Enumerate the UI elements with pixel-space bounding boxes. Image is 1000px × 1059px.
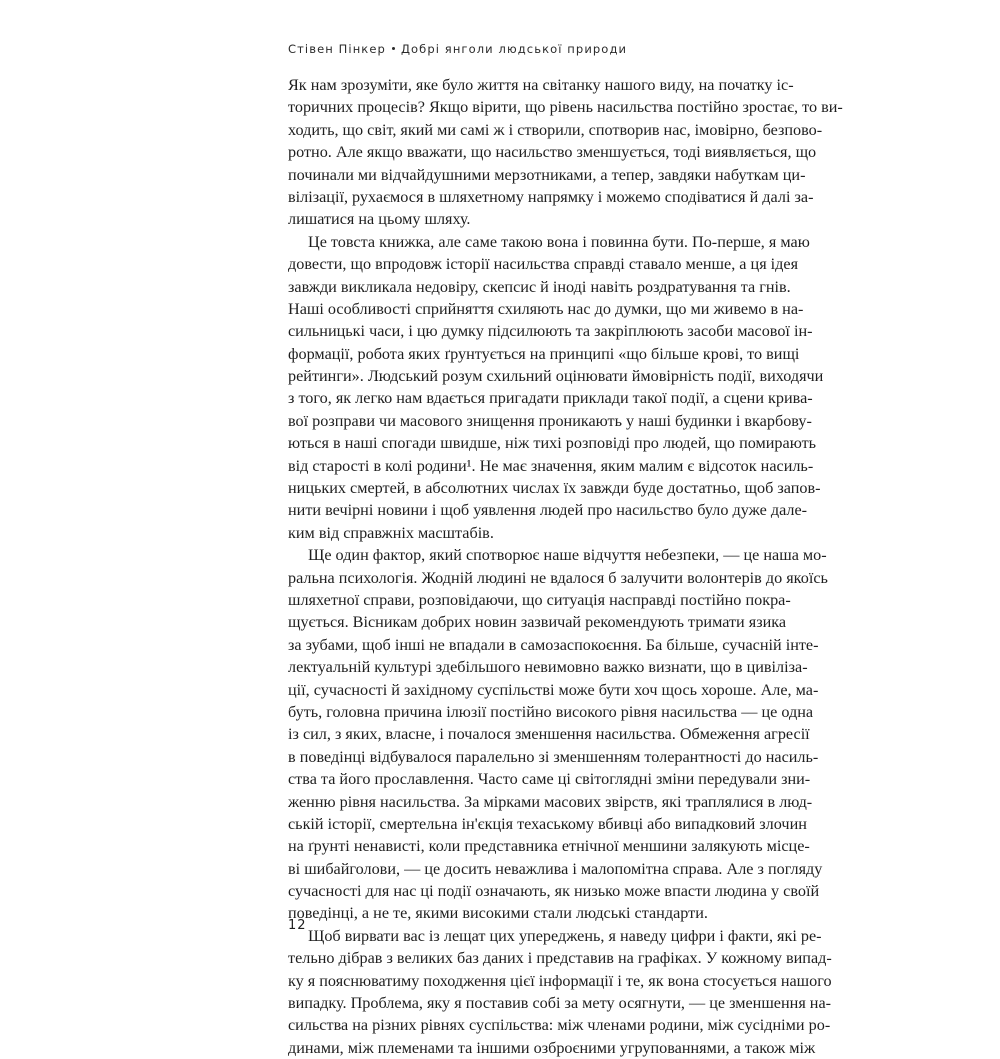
paragraph — [288, 544, 828, 925]
text-line: ства та його прославлення. Часто саме ці світоглядні зміни передували зни- — [288, 770, 811, 789]
text-line: вілізації, рухаємося в шляхетному напрямку і можемо сподіватися й далі за- — [288, 187, 814, 206]
text-line: ральна психологія. Жодній людині не вдалося б залучити волонтерів до якоїсь — [288, 568, 828, 587]
text-line: лектуальній культурі здебільшого невимовно важко визнати, що в цивіліза- — [288, 658, 808, 677]
text-line: буть, головна причина ілюзії постійно високого рівня насильства — це одна — [288, 702, 814, 721]
text-line: щується. Вісникам добрих новин зазвичай рекомендують тримати язика — [288, 613, 787, 632]
text-line: Це товста книжка, але саме такою вона і повинна бути. По-перше, я маю — [308, 232, 810, 251]
text-line: в поведінці відбувалося паралельно зі зменшенням толерантності до насиль- — [288, 747, 819, 766]
paragraph — [288, 74, 843, 231]
text-line: сучасності для нас ці події означають, як низько може впасти людина у своїй — [288, 882, 820, 901]
text-line: ві шибайголови, — це досить неважлива і малопомітна справа. Але з погляду — [288, 859, 823, 878]
text-line: на ґрунті ненависті, коли представника етнічної меншини залякують місце- — [288, 837, 810, 856]
text-line: ції, сучасності й західному суспільстві може бути хоч щось хороше. Але, ма- — [288, 680, 819, 699]
text-line: нити вечірні новини і щоб уявлення людей про насильство було дуже дале- — [288, 501, 808, 520]
paragraph — [288, 925, 832, 1059]
page-number: 12 — [288, 918, 307, 933]
text-line: від старості в колі родини¹. Не має значення, яким малим є відсоток насиль- — [288, 456, 814, 475]
running-head — [288, 42, 627, 56]
text-line: ким від справжніх масштабів. — [288, 523, 494, 542]
text-line: шляхетної справи, розповідаючи, що ситуація насправді постійно покра- — [288, 590, 791, 609]
text-line: ницьких смертей, в абсолютних числах їх завжди буде достатньо, щоб запов- — [288, 479, 821, 498]
text-line: Наші особливості сприйняття схиляють нас до думки, що ми живемо в на- — [288, 299, 804, 318]
text-line: ходить, що світ, який ми самі ж і створили, спотворив нас, імовірно, безпово- — [288, 120, 823, 139]
text-line: сильницькі часи, і цю думку підсилюють та закріплюють засоби масової ін- — [288, 322, 813, 341]
header-book-title: Добрі янголи людської природи — [400, 42, 628, 56]
text-line: Як нам зрозуміти, яке було життя на світанку нашого виду, на початку іс- — [288, 76, 794, 94]
text-line: сильства на різних рівнях суспільства: між членами родини, між сусідніми ро- — [288, 1016, 831, 1035]
text-line: із сил, з яких, власне, і почалося зменшення насильства. Обмеження агресії — [288, 725, 810, 744]
text-line: тельно дібрав з великих баз даних і представив на графіках. У кожному випад- — [288, 949, 832, 968]
text-line: вої розправи чи масового знищення проникають у наші будинки і вкарбову- — [288, 411, 812, 430]
text-line: довести, що впродовж історії насильства справді ставало менше, а ця ідея — [288, 255, 799, 274]
text-line: завжди викликала недовіру, скепсис й іноді навіть роздратування та гнів. — [288, 277, 791, 296]
text-line: Щоб вирвати вас із лещат цих упереджень, я наведу цифри і факти, які ре- — [308, 926, 822, 945]
paragraph — [288, 231, 824, 544]
text-line: поведінці, а не те, якими високими стали людські стандарти. — [288, 904, 708, 923]
text-line: ються в наші спогади швидше, ніж тихі розповіді про людей, що помирають — [288, 434, 817, 453]
text-line: женню рівня насильства. За мірками масових звірств, які траплялися в люд- — [288, 792, 813, 811]
text-line: динами, між племенами та іншими озброєними угрупованнями, а також між — [288, 1038, 816, 1057]
text-line: торичних процесів? Якщо вірити, що рівень насильства постійно зростає, то ви- — [288, 98, 843, 117]
body-text — [288, 74, 843, 1059]
text-line: ській історії, смертельна ін'єкція техаському вбивці або випадковий злочин — [288, 814, 807, 833]
header-separator-dot — [392, 47, 395, 50]
text-line: рейтинги». Людський розум схильний оцінювати ймовірність події, виходячи — [288, 367, 824, 386]
text-line: ротно. Але якщо вважати, що насильство зменшується, тоді виявляється, що — [288, 143, 817, 162]
text-line: формації, робота яких ґрунтується на принципі «що більше крові, то вищі — [288, 344, 800, 363]
text-line: Ще один фактор, який спотворює наше відчуття небезпеки, — це наша мо- — [308, 546, 827, 565]
text-line: випадку. Проблема, яку я поставив собі за мету осягнути, — це зменшення на- — [288, 994, 832, 1013]
text-line: починали ми відчайдушними мерзотниками, а тепер, завдяки набуткам ци- — [288, 165, 806, 184]
header-author: Стівен Пінкер — [288, 42, 386, 56]
text-line: з того, як легко нам вдається пригадати приклади такої події, а сцени крива- — [288, 389, 813, 408]
text-line: лишатися на цьому шляху. — [288, 210, 471, 229]
text-line: за зубами, щоб інші не впадали в самозаспокоєння. Ба більше, сучасній інте- — [288, 635, 819, 654]
text-line: ку я пояснюватиму походження цієї інформації і те, як вона стосується нашого — [288, 971, 832, 990]
